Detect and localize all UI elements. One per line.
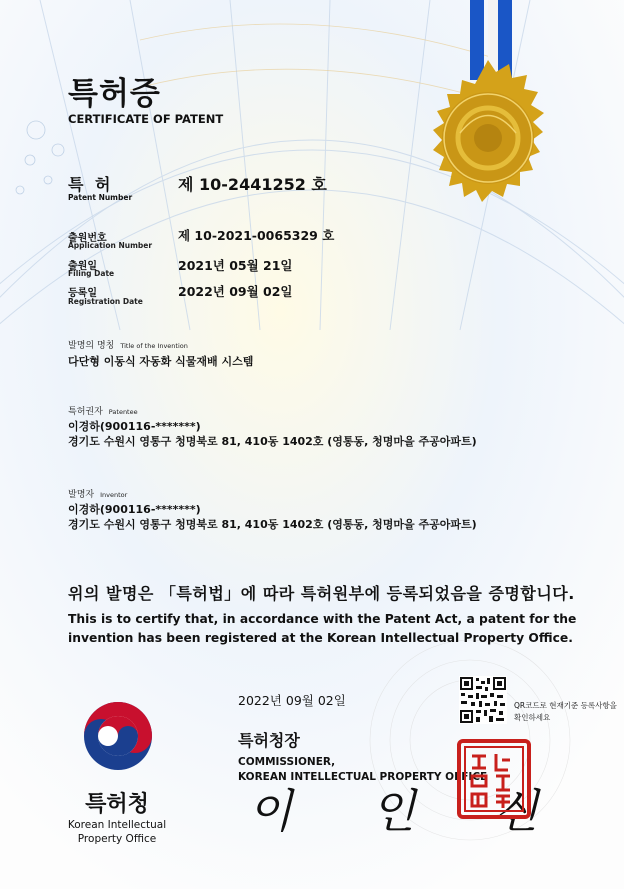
filing-date-label-en: Filing Date bbox=[68, 269, 115, 278]
application-number-value: 제 10-2021-0065329 호 bbox=[178, 228, 335, 243]
qr-code-note: QR코드로 현재기준 등록사항을 확인하세요 bbox=[514, 701, 617, 722]
issue-date: 2022년 09월 02일 bbox=[238, 693, 346, 708]
patentee-label-en: Patentee bbox=[108, 408, 138, 416]
commissioner-title: 특허청장 bbox=[238, 731, 300, 750]
filing-date-value: 2021년 05월 21일 bbox=[178, 258, 293, 273]
commissioner-title-en-line1: COMMISSIONER, bbox=[238, 756, 336, 768]
commissioner-title-en-line2: KOREAN INTELLECTUAL PROPERTY OFFICE bbox=[238, 771, 488, 783]
patent-number-label: 특 허 bbox=[68, 175, 114, 194]
patentee-label-ko: 특허권자 bbox=[68, 407, 103, 417]
registration-date-label: 등록일 bbox=[68, 288, 97, 299]
invention-title-label-en: Title of the Invention bbox=[120, 342, 188, 350]
qr-code-icon[interactable] bbox=[459, 676, 507, 724]
kipo-logo-icon bbox=[80, 698, 156, 774]
application-number-label-en: Application Number bbox=[68, 241, 153, 250]
inventor-label-en: Inventor bbox=[100, 491, 128, 499]
commissioner-signature: 이 인 신 bbox=[248, 784, 571, 838]
patentee-name: 이경하(900116-*******) bbox=[68, 420, 201, 433]
inventor-name: 이경하(900116-*******) bbox=[68, 503, 201, 516]
filing-date-label: 출원일 bbox=[68, 261, 97, 272]
office-name-en: Korean Intellectual Property Office bbox=[67, 819, 167, 845]
registration-date-label-en: Registration Date bbox=[68, 297, 143, 306]
gold-seal-icon bbox=[400, 0, 590, 230]
patentee-label bbox=[68, 404, 138, 417]
application-number-label: 출원번호 bbox=[68, 233, 107, 244]
inventor-label bbox=[68, 487, 127, 500]
inventor-address: 경기도 수원시 영통구 청명북로 81, 410동 1402호 (영통동, 청명마을 주공아파트) bbox=[68, 518, 477, 531]
office-name-ko: 특허청 bbox=[85, 792, 149, 817]
certificate-title: 특허증 bbox=[68, 76, 161, 112]
patentee-address: 경기도 수원시 영통구 청명북로 81, 410동 1402호 (영통동, 청명마을 주공아파트) bbox=[68, 435, 477, 448]
invention-title-value: 다단형 이동식 자동화 식물재배 시스템 bbox=[68, 355, 254, 368]
inventor-label-ko: 발명자 bbox=[68, 490, 95, 500]
certification-statement-ko: 위의 발명은 「특허법」에 따라 특허원부에 등록되었음을 증명합니다. bbox=[68, 584, 575, 603]
patent-number-label-en: Patent Number bbox=[68, 193, 133, 202]
invention-title-label bbox=[68, 338, 188, 351]
certification-statement-en: This is to certify that, in accordance with the Patent Act, a patent for the invention has been registered at the Korean Intellectual Property Office. bbox=[68, 612, 577, 645]
official-stamp-icon bbox=[456, 738, 532, 820]
certificate-title-en: CERTIFICATE OF PATENT bbox=[68, 112, 224, 126]
registration-date-value: 2022년 09월 02일 bbox=[178, 284, 293, 299]
invention-title-label-ko: 발명의 명칭 bbox=[68, 341, 115, 351]
patent-number-value: 제 10-2441252 호 bbox=[178, 175, 327, 194]
